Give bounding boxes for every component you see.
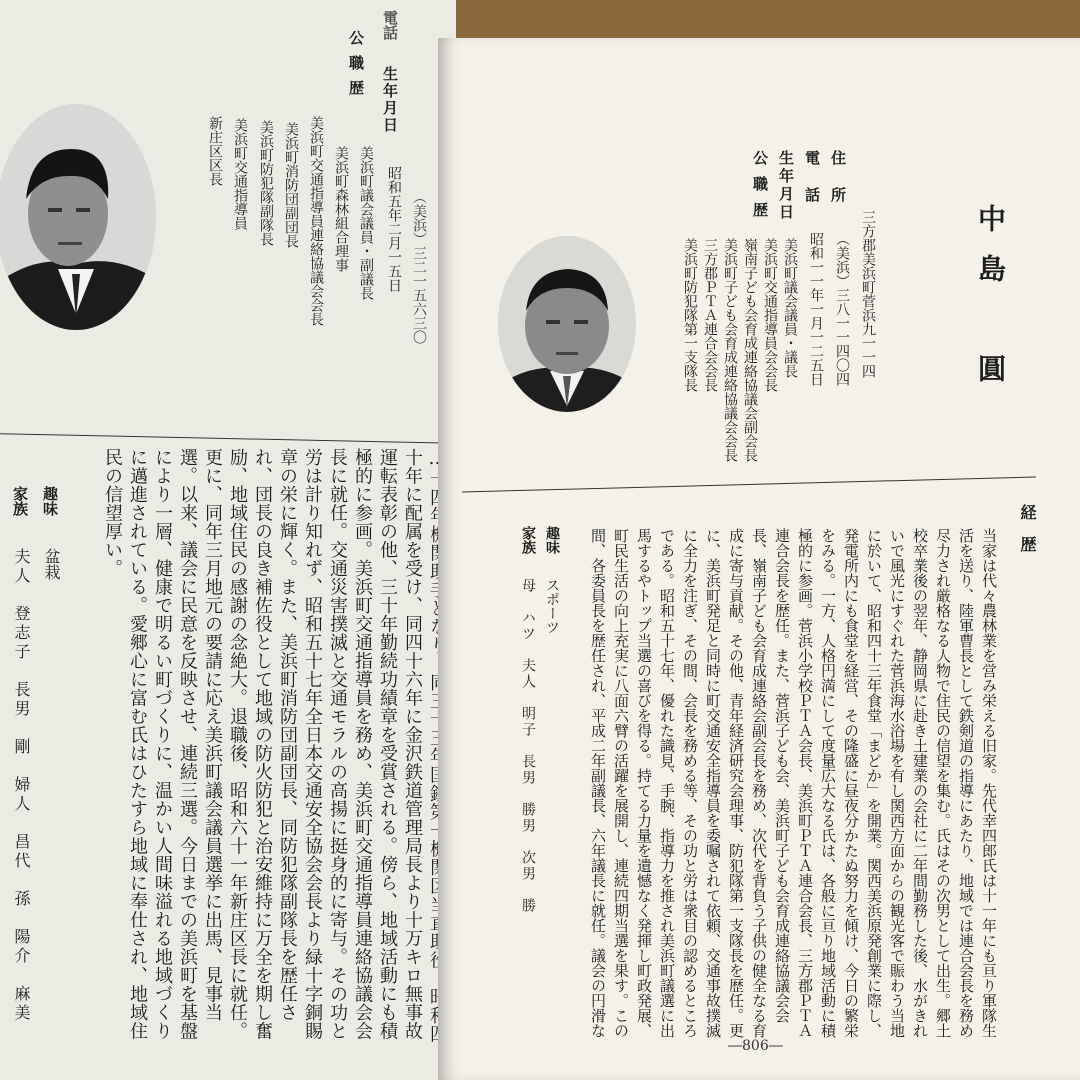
post-item: 美浜町防犯隊副隊長	[258, 120, 274, 246]
post-item: 美浜町交通指導員	[232, 118, 248, 230]
label-posts: 公職歴	[347, 30, 365, 105]
family-value: 母 ハツ 夫人 明子 長男 勝男 次男 勝	[520, 578, 536, 914]
post-item: 美浜町議会議員・副議長	[358, 146, 374, 300]
left-page	[0, 0, 456, 1080]
person-name: 中島 圓	[974, 204, 1007, 404]
address-value: 三方郡美浜町菅浜九一一四	[860, 210, 876, 378]
label-birth: 生年月日	[381, 66, 399, 134]
birth-value: 昭和一一年一月一二五日	[808, 232, 824, 386]
family-label: 家族	[11, 486, 29, 516]
post-item: 美浜町防犯隊第一支隊長	[682, 238, 698, 392]
family-label: 家族	[520, 526, 536, 554]
post-item: 美浜町子ども会育成連絡協議会会長	[722, 238, 738, 462]
biography-text-right: 当家は代々農林業を営み栄える旧家。先代幸四郎氏は十一年にも亘り軍隊生活を送り、陸軍曹長として鉄剣道の指導にあたり、地域では連合会長を務め尽力され厳格なる人物で住民の信望を集む。氏はその次男として出生。郷土校卒業後の翌年、静岡県に赴き土建業の会社に二年間勤務した後、水がきれいで風光にすぐれた菅浜海水浴場を有し関西方面からの観光客で賑わう当地に於いて、昭和四十三年食堂「まどか」を開業。関西美浜原発創業に際し、発電所内にも食堂を経営、その隆盛に昼夜分かたぬ努力を傾け、今日の繁栄をみる。一方、人格円満にして度量広大なる氏は、各般に亘り地域活動に積極的に参画。菅浜小学校ＰＴＡ会長、美浜町ＰＴＡ連合会長、三方郡ＰＴＡ連合会長を歴任。また、菅浜子ども会、美浜町子ども会育成連絡協議会会長、嶺南子ども会育成連絡会副会長を務め、次代を背負う子供の健全なる育成に寄与貢献。その他、青年経済研究会理事、防犯隊第一支隊長を歴任。更に、美浜町発足と同時に町交通安全指導員を委嘱されて依頼、交通事故撲滅に全力を注ぎ、その間、会長を務める等、その功と労は衆目の認めるところである。昭和五十七年、優れた識見、手腕、指導力を推され美浜町議選に出馬するやトップ当選の喜びを得る。持てる力量を遺憾なく発揮し町政発展、町民生活の向上充実に八面六臂の活躍を展開し、連続四期当選を果す。この間、各委員長を歴任され、平成二年副議長、六年議長に就任。議会の円滑な	[589, 528, 998, 1038]
right-page	[438, 38, 1080, 1080]
post-item: 美浜町森林組合理事	[333, 146, 349, 272]
label-phone: 電話	[803, 150, 821, 224]
hobby-value: スポーツ	[544, 578, 560, 634]
portrait-photo-right	[498, 236, 636, 412]
portrait-photo-left	[0, 104, 156, 330]
phone-value: （美浜）三八一一四〇四	[834, 232, 850, 386]
biography-heading: 経 歴	[1018, 504, 1037, 552]
post-item: 美浜町交通指導員連絡協議会会長	[308, 116, 324, 326]
label-address: 住所	[829, 150, 847, 224]
biography-text-left: 十年に配属を受け、同四十六年に金沢鉄道管理局長より十万キロ無事故運転表彰の他、三十年勤続功績章を受賞される。傍ら、地域活動にも積極的に参画。美浜町交通指導員を務め、美浜町交通指導員連絡協議会会長に就任。交通災害撲滅と交通モラルの高揚に挺身的に寄与。その功と労は計り知れず、昭和五十七年全日本交通安全協会会長より緑十字銅賜章の栄に輝く。また、美浜町消防団副団長、同防犯隊副隊長を歴任され、団長の良き補佐役として地域の防火防犯と治安維持に万全を期し奮励、地域住民の感謝の念絶大。退職後、昭和六十一年新庄区長に就任。更に、同年三月地元の要請に応え美浜町議会議員選挙に出馬、見事当選。以来、議会に民意を反映させ、連続三選。今日までの美浜町を基盤により一層、健康で明るい町づくりに、温かい人間味溢れる地域づくりに邁進されている。愛郷心に富む氏はひたすら地域に奉仕され、地域住民の信望厚い。	[102, 448, 423, 1040]
phone-value: （美浜）三二一五六三〇	[411, 190, 427, 344]
label-posts: 公職歴	[751, 150, 769, 228]
section-divider	[0, 433, 456, 444]
hobby-label: 趣味	[41, 486, 59, 516]
label-birth: 生年月日	[777, 150, 795, 222]
family-value: 夫人 登志子 長男 剛 婦人 昌代 孫 陽介 麻美	[12, 548, 31, 1023]
post-item: 美浜町議会議員・議長	[782, 238, 798, 378]
section-divider	[462, 476, 1036, 492]
hobby-label: 趣味	[544, 526, 560, 554]
label-phone: 電話	[381, 10, 399, 40]
birth-value: 昭和五年二月一五日	[386, 166, 402, 292]
post-item: 美浜町交通指導員会会長	[762, 238, 778, 392]
post-item: 三方郡ＰＴＡ連合会会長	[702, 238, 718, 392]
post-item: 美浜町消防団副団長	[283, 122, 299, 248]
hobby-value: 盆栽	[42, 548, 61, 580]
post-item: 嶺南子ども会育成連絡協議会副会長	[742, 238, 758, 462]
page-number: ―806―	[728, 1038, 783, 1054]
post-item: 新庄区区長	[207, 116, 223, 186]
